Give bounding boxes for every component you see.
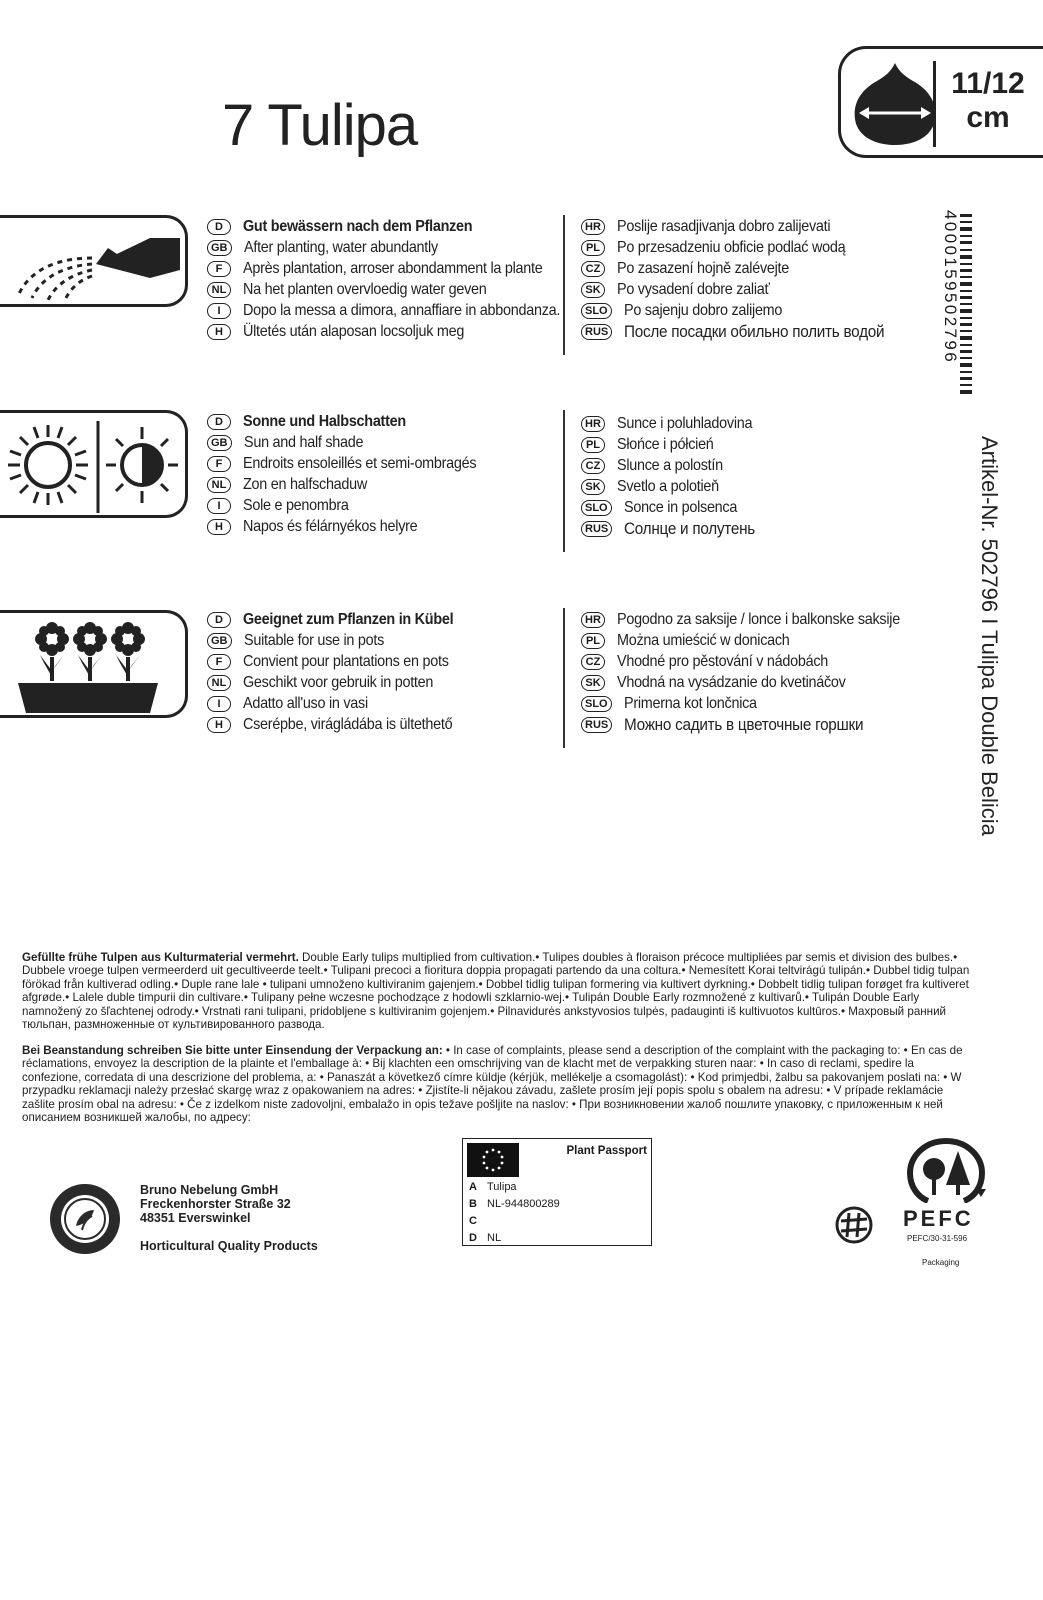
- sustainable-supplier-seal-icon: [48, 1182, 122, 1256]
- pefc-logo-icon: [906, 1137, 986, 1203]
- pefc-label: PEFC: [903, 1206, 974, 1231]
- bulb-size-box: [838, 46, 1043, 158]
- right-languages-3: HR Pogodno za saksije / lonce i balkonske saksije PL Można umieścić w donicach CZ Vhodné pro pěstování v nádobách SK Vhodná na vysádzanie do kvetináčov SLO Primerna kot lončnica RUS Можно садить в цветочные горшки: [581, 609, 931, 735]
- barcode-bars: [960, 214, 972, 398]
- eu-flag-icon: [467, 1143, 519, 1177]
- sun-icon-box: [0, 410, 188, 518]
- bulb-icon: [847, 57, 943, 149]
- watering-icon-box: [0, 215, 188, 307]
- size-divider: [933, 61, 936, 147]
- watering-can-icon: [0, 218, 185, 304]
- barcode-digits: 4000159502796: [941, 210, 960, 365]
- company-address: Bruno Nebelung GmbH Freckenhorster Straße 32 48351 Everswinkel Horticultural Quality Products: [140, 1183, 318, 1253]
- right-languages-1: HR Poslije rasadjivanja dobro zalijevati PL Po przesadzeniu obficie podlać wodą CZ Po zasazení hojně zalévejte SK Po vysadení dobre zaliať SLO Po sajenju dobro zalijemo RUS После посадки обильно полить водой: [581, 216, 913, 342]
- section-watering: [0, 215, 900, 355]
- sun-half-shade-icon: [0, 413, 185, 515]
- column-divider: [563, 410, 565, 552]
- plant-passport: Plant Passport A Tulipa B NL-944800289 C D NL: [462, 1138, 652, 1246]
- column-divider: [563, 608, 565, 748]
- section-pots: [0, 608, 900, 748]
- pefc-packaging: Packaging: [922, 1258, 960, 1267]
- flower-pot-icon: [0, 613, 185, 715]
- product-title: 7 Tulipa: [222, 93, 418, 158]
- recycle-hash-icon: [834, 1205, 874, 1245]
- left-languages-2: D Sonne und Halbschatten GB Sun and half shade F Endroits ensoleillés et semi-ombragés NL Zon en halfschaduw I Sole e penombra H Napos és félárnyékos helyre: [207, 411, 502, 537]
- complaint-text: Bei Beanstandung schreiben Sie bitte unter Einsendung der Verpackung an: • In case of complaints, please send a description of the complaint with the packaging to: • En cas de réclamations, envoyez la description de la plainte et l'emballage à: • Bij klachten een omschrijving van de klacht met de verpakking sturen naar: • In caso di reclami, spedire la confezione, corredata di una descrizione del problema, a: • Panaszát a következő címre küldje (kérjük, mellékelje a csomagolást): • Kod primjedbi, žalbu sa pakovanjem poslati na: • W przypadku reklamacji należy przesłać skargę wraz z opakowaniem na adres: • Zjistíte-li nějakou závadu, zašlete prosím její popis spolu s obalem na adresu: • V prípade reklamácie zašlite prosím obal na adresu: • Če z izdelkom niste zadovoljni, embalažo in opis težave pošljite na naslov: • При возникновении жалоб пошлите упаковку, с приложенным к ней описанием возникшей жалобы, по адресу:: [22, 1044, 963, 1125]
- section-sun: [0, 410, 900, 552]
- description-text: Gefüllte frühe Tulpen aus Kulturmaterial vermehrt. Double Early tulips multiplied from cultivation.• Tulipes doubles à floraison précoce multipliées par semis et division des bulbes.• Dubbele vroege tulpen vermeerderd uit gecultiveerde teelt.• Tulipani precoci a fioritura doppia propagati partendo da una coltura.• Nemesített Korai teltvirágú tulipán.• Dubbel tidig tulpan förökad från kultiverad odling.• Duple rane lale • tulipani umnoženo kultiviranim gajenjem.• Dobbel tidlig tulipan formering via kultivert dyrkning.• Dobbelt tidlig tulipan forøget fra kultiveret afgrøde.• Lalele duble timpurii din cultivare.• Tulipany pełne wczesne pochodzące z hodowli szklarnio-wej.• Tulipán Double Early rozmnožené z kultivarů.• Tulipán Double Early namnožený zo šľachtenej odrody.• Vrstnati rani tulipani, pridobljene s kultiviranim gojenjem.• Pilnavidurės ankstyvosios tulpės, padauginti iš kultivuotos kultūros.• Махровый ранний тюльпан, размноженные от культивированного развода.: [22, 951, 970, 1032]
- bulb-size-label: 11/12 cm: [951, 67, 1025, 134]
- column-divider: [563, 215, 565, 355]
- pot-icon-box: [0, 610, 188, 718]
- right-languages-2: HR Sunce i poluhladovina PL Słońce i półcień CZ Slunce a polostín SK Svetlo a polotieň SLO Sonce in polsenca RUS Солнце и полутень: [581, 413, 770, 539]
- left-languages-3: D Geeignet zum Pflanzen in Kübel GB Suitable for use in pots F Convient pour plantations en pots NL Geschikt voor gebruik in potten I Adatto all'uso in vasi H Cserépbe, virágládába is ültethető: [207, 609, 477, 735]
- pefc-code: PEFC/30-31-596: [907, 1234, 968, 1243]
- left-languages-1: D Gut bewässern nach dem Pflanzen GB After planting, water abundantly F Après plantation, arroser abondamment la plante NL Na het planten overvloedig water geven I Dopo la messa a dimora, annaffiare in abbondanza. H Ültetés után alaposan locsoljuk meg: [207, 216, 595, 342]
